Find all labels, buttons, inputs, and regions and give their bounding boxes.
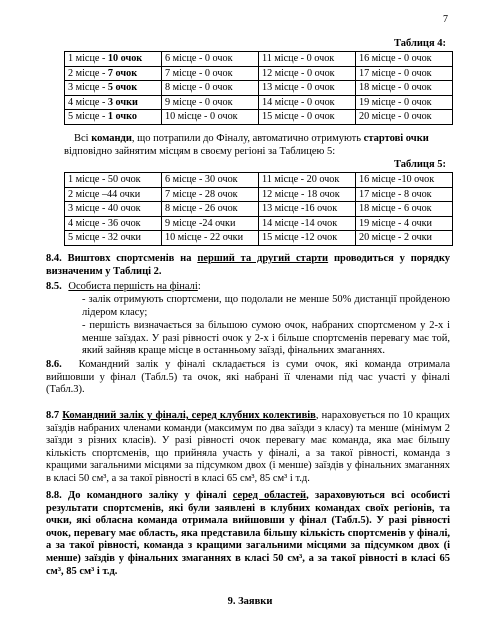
- section-8-8-text-c: , зараховуються всі особисті результати спортсменів, які були заявлені в клубних командах своїх регіонів, та очки, які обласна команда отримала вийшовши у фінал (Табл.5). У разі рівності очок, перевагу має область, яка представила більшу кількість спортсменів у фіналі, а за такої рівності, команда з кращими загальними місцями за підсумком двох (і менше) заїздів у фінальних змаганнях в класі 50 см³, а за такої рівності в класі 65 см³, 85 см³ і т.д.: [46, 490, 451, 577]
- table4-cell: 2 місце - 7 очок: [65, 66, 162, 81]
- intro-paragraph: [64, 133, 448, 158]
- section-8-5-number: 8.5.: [46, 281, 62, 292]
- section-8-4-number: 8.4.: [46, 253, 62, 264]
- table4-cell: 10 місце - 0 очок: [162, 110, 259, 125]
- intro-text-c: , що потрапили до Фіналу, автоматично отримують: [131, 133, 364, 144]
- table4-cell: 6 місце - 0 очок: [162, 52, 259, 67]
- table5-cell: 7 місце - 28 очок: [162, 187, 259, 202]
- table4-cell: 15 місце - 0 очок: [259, 110, 356, 125]
- table4-row: [65, 110, 453, 125]
- table5-cell: 6 місце - 30 очок: [162, 173, 259, 188]
- table4-cell: 19 місце - 0 очок: [356, 95, 453, 110]
- table4-cell: 20 місце - 0 очок: [356, 110, 453, 125]
- table4-row: [65, 52, 453, 67]
- table4-cell: 13 місце - 0 очок: [259, 81, 356, 96]
- section-8-4-text-d: Таблиці 2.: [113, 265, 162, 277]
- section-8-6-text: Командний залік у фіналі складається із суми очок, які команда отримала вийшовши у фінал (Табл.5) та очок, які набрані її членами під час участі у фіналі (Табл.3).: [46, 359, 450, 396]
- section-8-6: [46, 359, 450, 397]
- table5-row: [65, 187, 453, 202]
- table4-cell: 16 місце - 0 очок: [356, 52, 453, 67]
- table5-caption: Таблиця 5:: [393, 159, 446, 170]
- section-8-5-colon: :: [197, 281, 201, 292]
- section-8-8-text-a: До командного заліку у фіналі: [68, 490, 233, 501]
- table4-row: [65, 95, 453, 110]
- intro-text-e: відповідно зайнятим місцям в своєму регіоні за Таблицею 5:: [64, 145, 336, 157]
- table4-cell: 11 місце - 0 очок: [259, 52, 356, 67]
- section-9-title: 9. Заявки: [227, 596, 273, 607]
- table5-row: [65, 173, 453, 188]
- intro-text-a: Всі: [74, 133, 92, 144]
- table5-cell: 12 місце - 18 очок: [259, 187, 356, 202]
- table5-cell: 10 місце - 22 очки: [162, 231, 259, 246]
- table5-cell: 16 місце -10 очок: [356, 173, 453, 188]
- table5-cell: 13 місце -16 очок: [259, 202, 356, 217]
- table5-cell: 14 місце -14 очок: [259, 216, 356, 231]
- section-8-7: [46, 410, 450, 486]
- table5-cell: 11 місце - 20 очок: [259, 173, 356, 188]
- section-8-5-item-1: - залік отримують спортсмени, що подолали не менше 50% дистанції пройденою лідером класу;: [82, 294, 450, 318]
- table5-row: [65, 231, 453, 246]
- table4-row: [65, 66, 453, 81]
- table5-cell: 8 місце - 26 очок: [162, 202, 259, 217]
- table4-row: [65, 81, 453, 96]
- table5-cell: 17 місце - 8 очок: [356, 187, 453, 202]
- table4-cell: 8 місце - 0 очок: [162, 81, 259, 96]
- table5-cell: 4 місце - 36 очок: [65, 216, 162, 231]
- table5-cell: 18 місце - 6 очок: [356, 202, 453, 217]
- table4-cell: 1 місце - 10 очок: [65, 52, 162, 67]
- section-8-5-item-2: - першість визначається за більшою сумою очок, набраних спортсменом у 2-х і менше заїздах. У разі рівності очок у 2-х і більше спортсменів перевагу має той, який зайняв краще місце в останньому заїзді, фінальних змаганнях.: [82, 320, 450, 357]
- table4-cell: 17 місце - 0 очок: [356, 66, 453, 81]
- section-8-4: [46, 253, 450, 278]
- section-8-5-title: Особиста першість на фіналі: [68, 281, 198, 292]
- intro-text-b: команди: [91, 133, 132, 144]
- section-8-7-text: , нараховується по 10 кращих заїздів набраних членами команди (максимум по два заїзди з класу) та менше (мінімум 2 заїзди з різних класів). У разі рівності очок перевагу має команда, яка має більшу кількість спортсменів, що прийняла участь у фіналі, а за такої рівності, команда з кращими загальними місцями за підсумком двох (і менше) заїздів у фінальних змаганнях в класі 50 см³, а за такої рівності в класі 65 см³, 85 см³ і т.д.: [46, 410, 450, 484]
- table5: [64, 172, 453, 246]
- section-8-8: [46, 490, 450, 578]
- table5-cell: 3 місце - 40 очок: [65, 202, 162, 217]
- table4-cell: 5 місце - 1 очко: [65, 110, 162, 125]
- section-8-7-title: Командний залік у фіналі, серед клубних колективів: [62, 410, 316, 421]
- section-8-4-text-c: проводиться у порядку визначеним у: [46, 253, 450, 277]
- table5-cell: 9 місце -24 очки: [162, 216, 259, 231]
- table4: [64, 51, 453, 125]
- table5-cell: 20 місце - 2 очки: [356, 231, 453, 246]
- section-8-4-text-b: перший та другий старти: [197, 253, 329, 264]
- table5-cell: 19 місце - 4 очки: [356, 216, 453, 231]
- table4-cell: 7 місце - 0 очок: [162, 66, 259, 81]
- table4-caption: Таблиця 4:: [393, 38, 446, 49]
- table4-cell: 12 місце - 0 очок: [259, 66, 356, 81]
- table4-cell: 4 місце - 3 очки: [65, 95, 162, 110]
- table5-cell: 15 місце -12 очок: [259, 231, 356, 246]
- section-8-7-number: 8.7: [46, 410, 60, 421]
- table4-cell: 18 місце - 0 очок: [356, 81, 453, 96]
- intro-text-d: стартові очки: [363, 133, 429, 144]
- table5-cell: 2 місце –44 очки: [65, 187, 162, 202]
- table5-cell: 5 місце - 32 очки: [65, 231, 162, 246]
- table4-cell: 3 місце - 5 очок: [65, 81, 162, 96]
- page-number: 7: [443, 14, 448, 25]
- section-8-5-heading: [46, 281, 450, 294]
- section-8-4-text-a: Виштовх спортсменів на: [67, 253, 198, 264]
- table5-row: [65, 202, 453, 217]
- table5-row: [65, 216, 453, 231]
- section-8-8-number: 8.8.: [46, 490, 62, 501]
- section-8-6-number: 8.6.: [46, 359, 62, 370]
- table4-cell: 9 місце - 0 очок: [162, 95, 259, 110]
- section-8-8-text-b: серед областей: [232, 490, 307, 501]
- table5-cell: 1 місце - 50 очок: [65, 173, 162, 188]
- table4-cell: 14 місце - 0 очок: [259, 95, 356, 110]
